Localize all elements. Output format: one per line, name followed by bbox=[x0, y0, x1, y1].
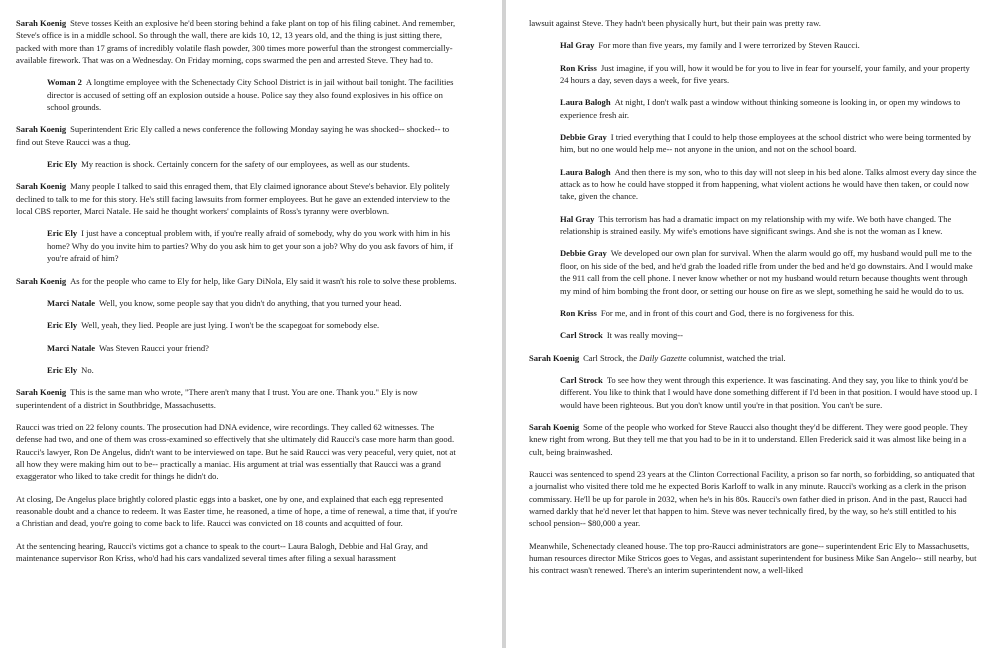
transcript-paragraph bbox=[47, 297, 462, 309]
speaker-name-sarah-koenig: Sarah Koenig bbox=[16, 387, 67, 398]
transcript-paragraph bbox=[560, 96, 978, 121]
paragraph-text: Many people I talked to said this enraged them, that Ely claimed ignorance about Steve's behavior. Ely politely declined to talk to me for this story. He's still facing lawsuits from former employees. But he gave an extended interview to the local CBS reporter, Marci Natale. He said he thought workers' complaints of Ross's tyranny were overblown. bbox=[16, 181, 450, 217]
transcript-paragraph bbox=[47, 342, 462, 354]
transcript-paragraph bbox=[529, 352, 978, 364]
transcript-paragraph bbox=[47, 76, 462, 113]
right-page bbox=[506, 0, 992, 648]
transcript-paragraph bbox=[529, 468, 978, 530]
paragraph-text: We developed our own plan for survival. When the alarm would go off, my husband would pull me to the floor, on his side of the bed, and he'd grab the loaded rifle from under the bed and he'd go downstairs. And I would make the 911 call from the cell phone. I never know whether or not my husband would return because thoughts went through my mind of him bombing the front door, or setting our house on fire as we slept, something he said he would do to us. bbox=[560, 248, 973, 296]
speaker-name-ron-kriss: Ron Kriss bbox=[560, 307, 597, 318]
speaker-name-laura-balogh: Laura Balogh bbox=[560, 166, 611, 177]
paragraph-text: My reaction is shock. Certainly concern for the safety of our employees, as well as our students. bbox=[81, 159, 410, 170]
speaker-name-carl-strock: Carl Strock bbox=[560, 374, 603, 385]
speaker-name-sarah-koenig: Sarah Koenig bbox=[16, 124, 67, 135]
transcript-paragraph bbox=[16, 275, 462, 287]
paragraph-text: Was Steven Raucci your friend? bbox=[99, 342, 209, 353]
paragraph-text: Well, you know, some people say that you didn't do anything, that you turned your head. bbox=[99, 297, 402, 308]
transcript-paragraph bbox=[560, 213, 978, 238]
paragraph-text: And then there is my son, who to this day will not sleep in his bed alone. Talks almost every day since the attack as to how he could have stopped it from happening, what violent actions he would have then taken, or could now take, given the chance. bbox=[560, 166, 977, 202]
paragraph-text: Raucci was tried on 22 felony counts. The prosecution had DNA evidence, wire recordings. They called 62 witnesses. The defense had two, and one of them was cross-examined so effectively that she ultimately did Raucci's case more harm than good. Raucci's lawyer, Ron De Angelus, didn't want to be interviewed on tape. But he said Raucci was very peaceful, very quiet, not at all how they were making him out to be-- practically a maniac. His argument at trial was essentially that Raucci was a grand exaggerator who liked to take credit for things he didn't do. bbox=[16, 421, 456, 482]
paragraph-text: No. bbox=[81, 364, 94, 375]
transcript-paragraph bbox=[560, 39, 978, 51]
speaker-name-hal-gray: Hal Gray bbox=[560, 40, 595, 51]
transcript-paragraph bbox=[16, 540, 462, 565]
transcript-paragraph bbox=[47, 319, 462, 331]
speaker-name-marci-natale: Marci Natale bbox=[47, 342, 96, 353]
transcript-paragraph bbox=[16, 493, 462, 530]
paragraph-text: Well, yeah, they lied. People are just lying. I won't be the scapegoat for somebody else. bbox=[81, 320, 380, 331]
speaker-name-sarah-koenig: Sarah Koenig bbox=[16, 18, 67, 28]
transcript-paragraph bbox=[47, 158, 462, 170]
transcript-paragraph bbox=[16, 123, 462, 148]
transcript-paragraph bbox=[47, 364, 462, 376]
transcript-paragraph bbox=[560, 131, 978, 156]
paragraph-text: Carl Strock, the Daily Gazette columnist, watched the trial. bbox=[583, 352, 786, 363]
speaker-name-sarah-koenig: Sarah Koenig bbox=[529, 421, 580, 432]
paragraph-text: Just imagine, if you will, how it would be for you to live in fear for yourself, your family, and your property 24 hours a day, seven days a week, for five years. bbox=[560, 62, 970, 86]
speaker-name-hal-gray: Hal Gray bbox=[560, 213, 595, 224]
transcript-paragraph bbox=[560, 329, 978, 341]
transcript-paragraph bbox=[560, 374, 978, 411]
paragraph-text: Meanwhile, Schenectady cleaned house. The top pro-Raucci administrators are gone-- superintendent Eric Ely to Massachusetts, human resources director Mike Stricos goes to Vegas, and assistant superintendent for business Mike San Angelo-- still nearby, but his contract wasn't renewed. There's an interim superintendent now, a well-liked bbox=[529, 540, 977, 576]
newspaper-title: Daily Gazette bbox=[639, 352, 687, 363]
transcript-paragraph bbox=[560, 166, 978, 203]
transcript-paragraph bbox=[529, 540, 978, 577]
paragraph-text: This is the same man who wrote, "There aren't many that I trust. You are one. Thank you." Ely is now superintendent of a district in Southbridge, Massachusetts. bbox=[16, 387, 418, 410]
paragraph-text: For me, and in front of this court and God, there is no forgiveness for this. bbox=[600, 307, 855, 318]
paragraph-text: Raucci was sentenced to spend 23 years at the Clinton Correctional Facility, a prison so far north, so forbidding, so antiquated that a journalist who visited there told me he expected Boris Karloff to walk in any minute. Raucci's working as a clerk in the prison commissary. He'll be up for parole in 2032, when he's in his 80s. Raucci's own father died in prison. And in the past, Raucci had warned darkly that he'd never let that happen to him. Steve was never technically fired, by the way, so he's still entitled to his school pension-- $80,000 a year. bbox=[529, 468, 975, 529]
paragraph-text: For more than five years, my family and I were terrorized by Steven Raucci. bbox=[598, 40, 860, 51]
transcript-paragraph bbox=[16, 386, 462, 411]
speaker-name-sarah-koenig: Sarah Koenig bbox=[529, 352, 580, 363]
speaker-name-eric-ely: Eric Ely bbox=[47, 228, 78, 239]
speaker-name-woman-2: Woman 2 bbox=[47, 77, 82, 88]
speaker-name-ron-kriss: Ron Kriss bbox=[560, 62, 597, 73]
paragraph-text: As for the people who came to Ely for help, like Gary DiNola, Ely said it wasn't his role to solve these problems. bbox=[70, 275, 457, 286]
transcript-paragraph bbox=[16, 17, 462, 66]
speaker-name-eric-ely: Eric Ely bbox=[47, 159, 78, 170]
transcript-paragraph bbox=[16, 421, 462, 483]
transcript-paragraph bbox=[560, 62, 978, 87]
speaker-name-sarah-koenig: Sarah Koenig bbox=[16, 275, 67, 286]
paragraph-text: This terrorism has had a dramatic impact on my relationship with my wife. We both have changed. The relationship is strained easily. My wife's emotions have significant swings. And she is not the woman as I knew. bbox=[560, 213, 952, 237]
paragraph-text: Superintendent Eric Ely called a news conference the following Monday saying he was shocked-- shocked-- to find out Steve Raucci was a thug. bbox=[16, 124, 450, 147]
speaker-name-marci-natale: Marci Natale bbox=[47, 297, 96, 308]
transcript-paragraph bbox=[529, 421, 978, 458]
speaker-name-eric-ely: Eric Ely bbox=[47, 320, 78, 331]
paragraph-text: lawsuit against Steve. They hadn't been physically hurt, but their pain was pretty raw. bbox=[529, 18, 821, 28]
speaker-name-debbie-gray: Debbie Gray bbox=[560, 248, 607, 259]
transcript-paragraph bbox=[529, 17, 978, 29]
paragraph-text: At closing, De Angelus place brightly colored plastic eggs into a basket, one by one, and explained that each egg represented reasonable doubt and a chance to redeem. It was Easter time, he reasoned, a time of hope, a time of renewal, a time that, if you're a Christian and dead, you're going to come back to life. Raucci was convicted on 18 counts and acquitted of four. bbox=[16, 493, 458, 529]
paragraph-text: I tried everything that I could to help those employees at the school district who were being tormented by him, but no one would help me-- not anyone in the union, and not on the school board. bbox=[560, 132, 972, 155]
paragraph-text: At night, I don't walk past a window without thinking someone is looking in, or open my windows to experience fresh air. bbox=[560, 97, 961, 120]
paragraph-text: A longtime employee with the Schenectady City School District is in jail without bail tonight. The facilities director is accused of setting off an explosion outside a house. Police say they also found explosives in his office on school grounds. bbox=[47, 77, 454, 113]
paragraph-text: At the sentencing hearing, Raucci's victims got a chance to speak to the court-- Laura Balogh, Debbie and Hal Gray, and maintenance supervisor Ron Kriss, who'd had his cars vandalized several times after filing a sexual harassment bbox=[16, 540, 428, 563]
transcript-paragraph bbox=[47, 227, 462, 264]
paragraph-text: To see how they went through this experience. It was fascinating. And they say, you like to think you'd be different. You like to think that I would have done something different if I'd been in that position. I would have stood up. I would have been righteous. But you don't know until you're in that position. You can't be sure. bbox=[560, 374, 978, 410]
paragraph-text: It was really moving-- bbox=[606, 330, 683, 341]
speaker-name-eric-ely: Eric Ely bbox=[47, 364, 78, 375]
paragraph-text: Steve tosses Keith an explosive he'd been storing behind a fake plant on top of his filing cabinet. And remember, Steve's office is in a middle school. So through the wall, there are kids 10, 12, 13 years old, and the thing is just sitting there, packed with more than 17 grams of incredibly volatile flash powder, 300 times more powerful than the strongest commercially-available firework. That was on a Wednesday. On Friday morning, cops swarmed the pen and arrested Steve. They had to. bbox=[16, 18, 456, 66]
paragraph-text: Some of the people who worked for Steve Raucci also thought they'd be different. They were good people. They knew right from wrong. But they tell me that you had to be in it to understand. Ellen Frederick said it was almost like being in a cult, being brainwashed. bbox=[529, 421, 968, 457]
speaker-name-sarah-koenig: Sarah Koenig bbox=[16, 181, 67, 192]
transcript-paragraph bbox=[560, 247, 978, 296]
transcript-paragraph bbox=[560, 307, 978, 319]
paragraph-text: I just have a conceptual problem with, if you're really afraid of somebody, why do you work with him in his home? Why do you invite him to parties? Why do you ask him to get your son a job? Why do you ask favors of him, if you're afraid of him? bbox=[47, 228, 454, 264]
speaker-name-laura-balogh: Laura Balogh bbox=[560, 97, 611, 108]
speaker-name-carl-strock: Carl Strock bbox=[560, 330, 603, 341]
transcript-paragraph bbox=[16, 180, 462, 217]
speaker-name-debbie-gray: Debbie Gray bbox=[560, 132, 607, 143]
